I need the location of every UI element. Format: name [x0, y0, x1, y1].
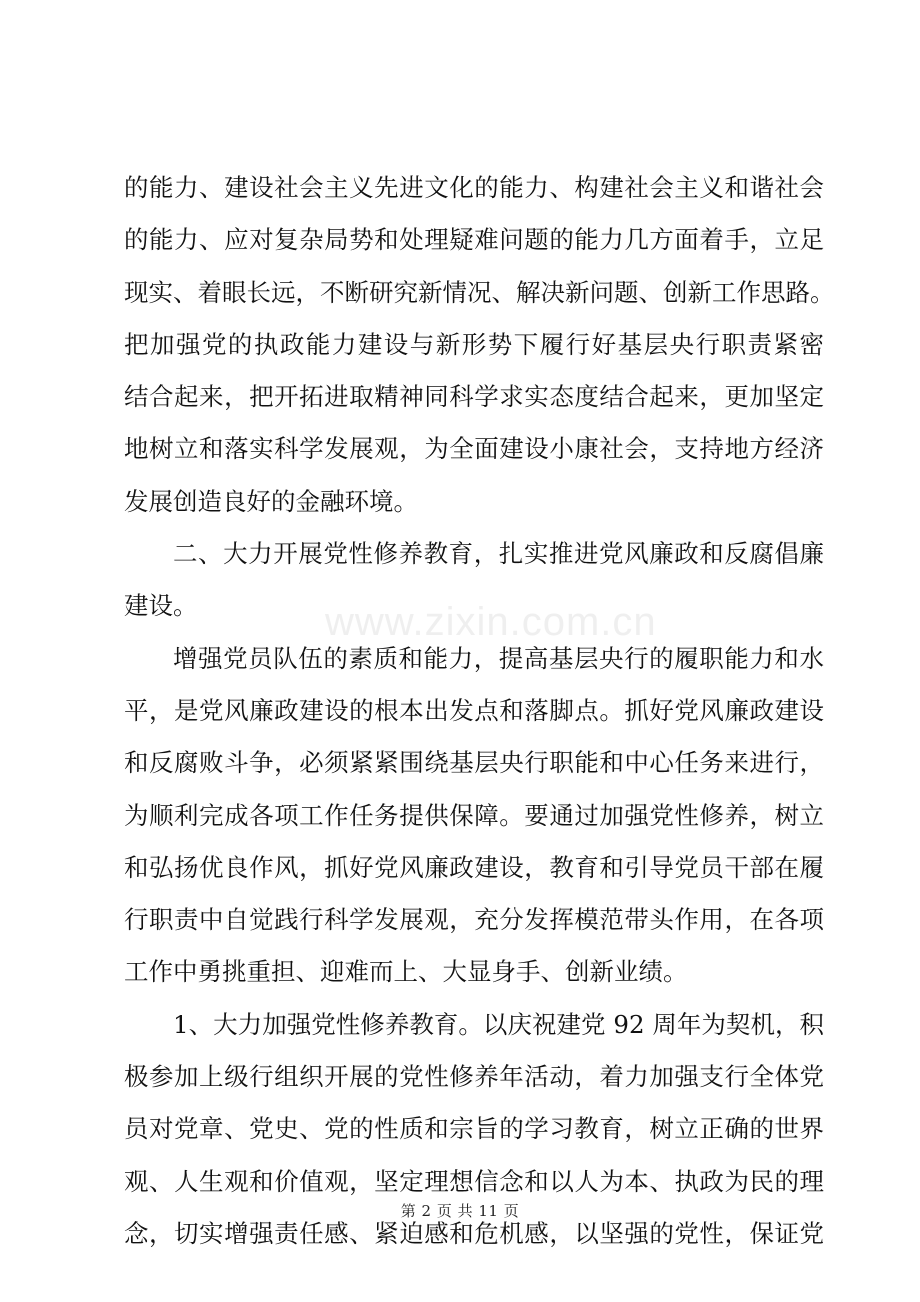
watermark: www.zixin.com.cn	[325, 600, 657, 644]
text-line: 地树立和落实科学发展观，为全面建设小康社会，支持地方经济	[124, 434, 824, 464]
text-line: 平，是党风廉政建设的根本出发点和落脚点。抓好党风廉政建设	[124, 695, 824, 725]
text-line: 极参加上级行组织开展的党性修养年活动，着力加强支行全体党	[124, 1062, 824, 1092]
section-heading: 二、大力开展党性修养教育，扎实推进党风廉政和反腐倡廉	[173, 539, 824, 569]
subsection-line: 1、大力加强党性修养教育。以庆祝建党 92 周年为契机，积	[173, 1009, 824, 1039]
section-heading-continued: 建设。	[124, 591, 198, 621]
text-line: 的能力、应对复杂局势和处理疑难问题的能力几方面着手，立足	[124, 225, 824, 255]
document-body	[124, 162, 835, 1260]
page-number-footer: 第 2 页 共 11 页	[400, 1202, 520, 1220]
text-line: 和反腐败斗争，必须紧紧围绕基层央行职能和中心任务来进行，	[124, 748, 824, 778]
text-line: 观、人生观和价值观，坚定理想信念和以人为本、执政为民的理	[124, 1166, 824, 1196]
text-line: 的能力、建设社会主义先进文化的能力、构建社会主义和谐社会	[124, 173, 824, 202]
text-line: 为顺利完成各项工作任务提供保障。要通过加强党性修养，树立	[124, 800, 824, 830]
text-line: 增强党员队伍的素质和能力，提高基层央行的履职能力和水	[173, 643, 824, 673]
text-line: 行职责中自觉践行科学发展观，充分发挥模范带头作用，在各项	[124, 905, 824, 935]
text-line: 结合起来，把开拓进取精神同科学求实态度结合起来，更加坚定	[124, 382, 824, 412]
text-line: 念，切实增强责任感、紧迫感和危机感，以坚强的党性，保证党	[124, 1218, 824, 1248]
text-line: 现实、着眼长远，不断研究新情况、解决新问题、创新工作思路。	[124, 277, 835, 307]
text-line: 和弘扬优良作风，抓好党风廉政建设，教育和引导党员干部在履	[124, 852, 824, 882]
text-line: 把加强党的执政能力建设与新形势下履行好基层央行职责紧密	[124, 329, 824, 359]
text-line: 工作中勇挑重担、迎难而上、大显身手、创新业绩。	[124, 957, 688, 987]
text-line: 员对党章、党史、党的性质和宗旨的学习教育，树立正确的世界	[124, 1114, 824, 1144]
text-line: 发展创造良好的金融环境。	[124, 486, 418, 516]
